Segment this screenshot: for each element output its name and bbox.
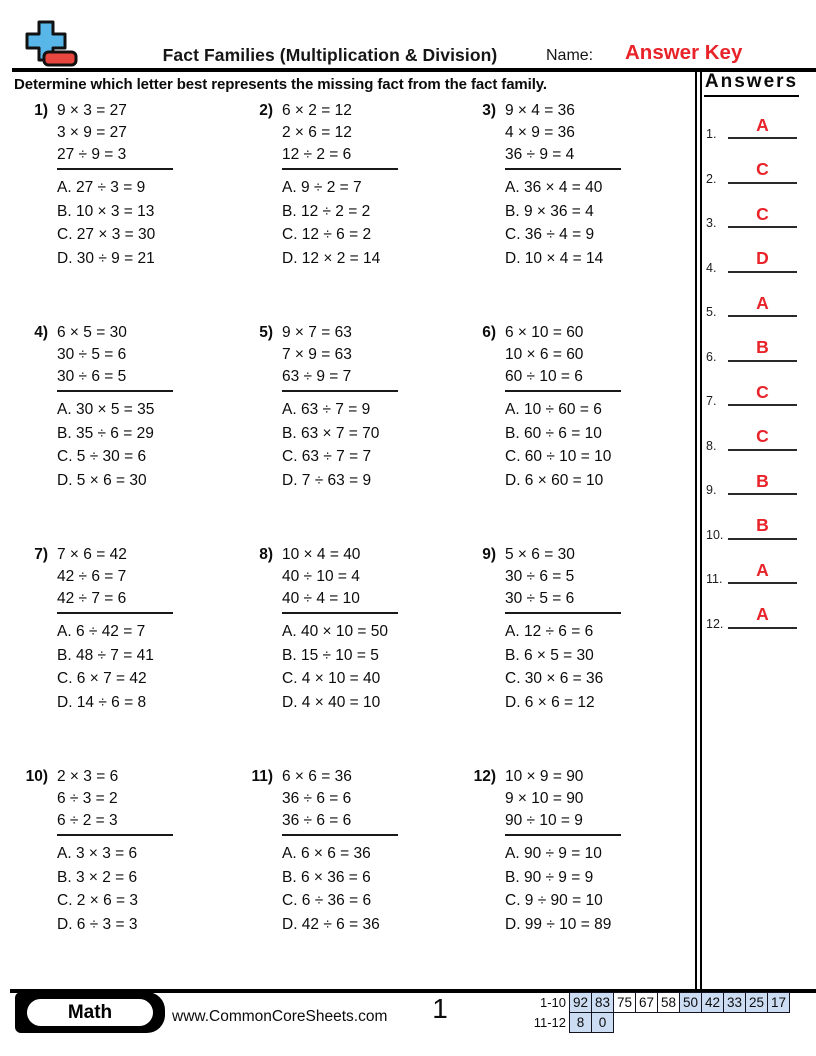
problem-4 (22, 322, 173, 492)
answer-number: 9. (706, 483, 717, 497)
choice-option: A. 6 ÷ 42 = 7 (57, 623, 146, 640)
missing-fact-line (282, 834, 398, 836)
problem-body (282, 100, 398, 270)
problem-number: 12) (473, 768, 496, 785)
answer-choices (57, 176, 173, 270)
missing-fact-line (57, 612, 173, 614)
answer-item-6 (705, 335, 798, 365)
score-cell: 58 (657, 992, 680, 1013)
fact-line: 6 × 10 = 60 (505, 324, 584, 341)
problem-body (57, 322, 173, 492)
fact-family (505, 544, 621, 614)
choice-option: A. 27 ÷ 3 = 9 (57, 179, 146, 196)
score-cell: 50 (679, 992, 702, 1013)
missing-fact-line (505, 390, 621, 392)
missing-fact-line (57, 168, 173, 170)
score-cell: 0 (591, 1012, 614, 1033)
problem-number: 6) (482, 324, 496, 341)
choice-option: D. 42 ÷ 6 = 36 (282, 915, 380, 933)
fact-line: 60 ÷ 10 = 6 (505, 368, 583, 385)
score-row-1-10 (528, 992, 790, 1013)
choice-option: C. 6 ÷ 36 = 6 (282, 892, 372, 909)
answer-blank-line (728, 161, 797, 184)
answer-choices (282, 398, 398, 492)
answer-item-8 (705, 424, 798, 454)
answer-item-5 (705, 290, 798, 320)
answer-choices (282, 620, 398, 714)
choice-option: D. 6 ÷ 3 = 3 (57, 915, 138, 933)
score-cell: 42 (701, 992, 724, 1013)
answer-number: 3. (706, 216, 717, 230)
fact-line: 27 ÷ 9 = 3 (57, 146, 127, 163)
answer-letter: B (756, 515, 769, 535)
answer-letter: D (756, 248, 769, 268)
choice-option: D. 12 × 2 = 14 (282, 249, 381, 267)
answer-number: 8. (706, 438, 717, 453)
fact-line: 9 × 7 = 63 (282, 324, 352, 341)
answer-choices (505, 398, 621, 492)
fact-line: 2 × 3 = 6 (57, 768, 119, 785)
choice-option: B. 6 × 5 = 30 (505, 646, 594, 664)
problem-body (282, 322, 398, 492)
answer-number: 1. (706, 127, 717, 141)
missing-fact-line (505, 168, 621, 170)
fact-line: 36 ÷ 9 = 4 (505, 146, 575, 163)
fact-line: 40 ÷ 10 = 4 (282, 568, 360, 585)
name-label: Name: (546, 47, 594, 64)
fact-line: 6 × 5 = 30 (57, 324, 127, 341)
choice-option: D. 14 ÷ 6 = 8 (57, 693, 147, 711)
website-text: www.CommonCoreSheets.com (172, 1008, 388, 1025)
answer-letter: B (756, 337, 769, 357)
choice-option: A. 90 ÷ 9 = 10 (505, 845, 602, 862)
problem-3 (470, 100, 621, 270)
answer-item-11 (705, 557, 798, 587)
choice-option: A. 12 ÷ 6 = 6 (505, 623, 594, 640)
problem-number: 4) (34, 324, 48, 341)
choice-option: A. 6 × 6 = 36 (282, 845, 371, 862)
problem-9 (470, 544, 621, 714)
problem-number: 8) (259, 546, 273, 563)
choice-option: A. 63 ÷ 7 = 9 (282, 401, 371, 418)
choice-option: A. 30 × 5 = 35 (57, 401, 155, 418)
choice-option: B. 35 ÷ 6 = 29 (57, 424, 154, 442)
problem-11 (247, 766, 398, 936)
answer-item-3 (705, 201, 798, 231)
score-cell: 75 (613, 992, 636, 1013)
fact-family (57, 544, 173, 614)
problem-1 (22, 100, 173, 270)
answer-item-9 (705, 468, 798, 498)
fact-line: 7 × 9 = 63 (282, 346, 352, 363)
fact-line: 9 × 4 = 36 (505, 102, 575, 119)
answer-blank-line (728, 606, 797, 629)
fact-line: 30 ÷ 5 = 6 (505, 590, 575, 607)
score-cell: 17 (767, 992, 790, 1013)
choice-option: C. 63 ÷ 7 = 7 (282, 448, 372, 465)
choice-option: D. 7 ÷ 63 = 9 (282, 471, 372, 489)
worksheet-title: Fact Families (Multiplication & Division) (162, 45, 498, 65)
fact-line: 9 × 3 = 27 (57, 102, 127, 119)
answer-choices (57, 398, 173, 492)
problem-6 (470, 322, 621, 492)
fact-line: 36 ÷ 6 = 6 (282, 812, 352, 829)
answer-choices (505, 620, 621, 714)
problem-body (282, 766, 398, 936)
answer-number: 2. (706, 171, 717, 186)
choice-option: C. 60 ÷ 10 = 10 (505, 448, 612, 465)
choice-option: A. 10 ÷ 60 = 6 (505, 401, 602, 418)
fact-line: 30 ÷ 6 = 5 (505, 568, 575, 585)
answer-letter: A (756, 114, 769, 135)
choice-option: C. 27 × 3 = 30 (57, 226, 156, 243)
choice-option: B. 10 × 3 = 13 (57, 202, 155, 220)
answer-blank-line (728, 114, 797, 140)
answer-blank-line (728, 292, 797, 318)
missing-fact-line (282, 390, 398, 392)
answer-letter: A (756, 559, 769, 580)
answer-number: 12. (706, 616, 724, 631)
page-number: 1 (432, 993, 448, 1024)
fact-line: 3 × 9 = 27 (57, 124, 127, 141)
problem-5 (247, 322, 398, 492)
choice-option: C. 36 ÷ 4 = 9 (505, 226, 595, 243)
problem-2 (247, 100, 398, 270)
score-cell: 33 (723, 992, 746, 1013)
answer-letter: A (756, 292, 769, 313)
fact-line: 10 × 4 = 40 (282, 546, 361, 563)
problem-body (505, 766, 621, 936)
fact-family (282, 544, 398, 614)
answer-letter: C (756, 426, 769, 446)
choice-option: A. 36 × 4 = 40 (505, 179, 603, 196)
choice-option: C. 12 ÷ 6 = 2 (282, 226, 372, 243)
choice-option: C. 6 × 7 = 42 (57, 670, 147, 687)
choice-option: D. 5 × 6 = 30 (57, 471, 147, 489)
score-row-label: 1-10 (539, 995, 566, 1010)
fact-line: 7 × 6 = 42 (57, 546, 127, 563)
problem-number: 5) (259, 324, 273, 341)
fact-line: 10 × 9 = 90 (505, 768, 584, 785)
answer-letter: B (756, 470, 769, 491)
score-cell: 83 (591, 992, 614, 1013)
score-row-11-12 (528, 1012, 790, 1033)
problem-number: 10) (25, 768, 48, 785)
answer-choices (57, 620, 173, 714)
fact-family (282, 100, 398, 170)
answer-number: 6. (706, 349, 717, 364)
missing-fact-line (282, 168, 398, 170)
answer-item-7 (705, 379, 798, 409)
answer-choices (57, 842, 173, 936)
fact-line: 4 × 9 = 36 (505, 124, 575, 141)
answer-blank-line (728, 339, 797, 362)
answer-blank-line (728, 203, 797, 229)
choice-option: B. 15 ÷ 10 = 5 (282, 646, 379, 664)
fact-family (57, 322, 173, 392)
score-cell: 92 (569, 992, 592, 1013)
problem-body (57, 544, 173, 714)
answer-blank-line (728, 559, 797, 585)
fact-line: 12 ÷ 2 = 6 (282, 146, 352, 163)
choice-option: B. 48 ÷ 7 = 41 (57, 646, 154, 664)
problem-number: 7) (34, 546, 48, 563)
answer-item-2 (705, 157, 798, 187)
fact-line: 6 × 6 = 36 (282, 768, 352, 785)
fact-line: 5 × 6 = 30 (505, 546, 575, 563)
choice-option: D. 30 ÷ 9 = 21 (57, 249, 155, 267)
problem-body (282, 544, 398, 714)
fact-family (505, 322, 621, 392)
fact-line: 63 ÷ 9 = 7 (282, 368, 352, 385)
fact-family (282, 766, 398, 836)
choice-option: B. 6 × 36 = 6 (282, 868, 371, 886)
missing-fact-line (505, 834, 621, 836)
answer-blank-line (728, 470, 797, 496)
answer-item-10 (705, 513, 798, 543)
answer-letter: A (756, 604, 769, 624)
missing-fact-line (505, 612, 621, 614)
choice-option: B. 12 ÷ 2 = 2 (282, 202, 371, 220)
fact-line: 36 ÷ 6 = 6 (282, 790, 352, 807)
score-cell: 67 (635, 992, 658, 1013)
fact-family (505, 100, 621, 170)
fact-family (505, 766, 621, 836)
score-row-label: 11-12 (533, 1015, 566, 1030)
subject-tab (15, 992, 165, 1033)
problem-7 (22, 544, 173, 714)
fact-line: 6 × 2 = 12 (282, 102, 352, 119)
choice-option: D. 4 × 40 = 10 (282, 693, 381, 711)
problem-12 (470, 766, 621, 936)
subject-label: Math (27, 999, 153, 1026)
fact-family (57, 766, 173, 836)
answer-item-12 (705, 602, 798, 632)
problem-number: 11) (251, 768, 273, 785)
problem-number: 9) (482, 546, 496, 563)
fact-line: 2 × 6 = 12 (282, 124, 352, 141)
choice-option: B. 63 × 7 = 70 (282, 424, 380, 442)
choice-option: C. 2 × 6 = 3 (57, 892, 138, 909)
fact-line: 30 ÷ 6 = 5 (57, 368, 127, 385)
answer-letter: C (756, 381, 769, 402)
problem-8 (247, 544, 398, 714)
answer-blank-line (728, 428, 797, 451)
answer-number: 4. (706, 260, 717, 275)
problem-number: 2) (259, 102, 273, 119)
choice-option: A. 40 × 10 = 50 (282, 623, 389, 640)
problem-body (505, 100, 621, 270)
choice-option: C. 4 × 10 = 40 (282, 670, 381, 687)
choice-option: B. 60 ÷ 6 = 10 (505, 424, 602, 442)
answer-letter: C (756, 159, 769, 179)
choice-option: A. 3 × 3 = 6 (57, 845, 138, 862)
choice-option: C. 5 ÷ 30 = 6 (57, 448, 147, 465)
choice-option: C. 9 ÷ 90 = 10 (505, 892, 603, 909)
answer-number: 10. (706, 527, 724, 542)
score-cell: 25 (745, 992, 768, 1013)
choice-option: D. 10 × 4 = 14 (505, 249, 604, 267)
choice-option: A. 9 ÷ 2 = 7 (282, 179, 362, 196)
missing-fact-line (282, 612, 398, 614)
answer-letter: C (756, 203, 769, 224)
fact-family (282, 322, 398, 392)
choice-option: D. 6 × 6 = 12 (505, 693, 595, 711)
answer-number: 5. (706, 305, 717, 319)
problem-body (57, 766, 173, 936)
problem-body (505, 544, 621, 714)
fact-family (57, 100, 173, 170)
answer-item-1 (705, 112, 798, 142)
fact-line: 42 ÷ 7 = 6 (57, 590, 127, 607)
choice-option: B. 3 × 2 = 6 (57, 868, 138, 886)
fact-line: 9 × 10 = 90 (505, 790, 584, 807)
answer-blank-line (728, 250, 797, 273)
fact-line: 30 ÷ 5 = 6 (57, 346, 127, 363)
score-cell: 8 (569, 1012, 592, 1033)
missing-fact-line (57, 834, 173, 836)
problem-body (57, 100, 173, 270)
fact-line: 6 ÷ 3 = 2 (57, 790, 118, 807)
answer-blank-line (728, 517, 797, 540)
choice-option: B. 90 ÷ 9 = 9 (505, 868, 594, 886)
answer-blank-line (728, 381, 797, 407)
answer-number: 11. (706, 572, 723, 586)
fact-line: 42 ÷ 6 = 7 (57, 568, 127, 585)
fact-line: 6 ÷ 2 = 3 (57, 812, 118, 829)
problem-10 (22, 766, 173, 936)
fact-line: 40 ÷ 4 = 10 (282, 590, 360, 607)
answer-choices (505, 176, 621, 270)
score-table (528, 992, 790, 1033)
fact-line: 90 ÷ 10 = 9 (505, 812, 583, 829)
problem-body (505, 322, 621, 492)
problem-number: 1) (34, 102, 48, 119)
answer-choices (282, 176, 398, 270)
answer-number: 7. (706, 394, 717, 408)
name-value: Answer Key (625, 41, 743, 64)
choice-option: B. 9 × 36 = 4 (505, 202, 594, 220)
choice-option: D. 6 × 60 = 10 (505, 471, 604, 489)
brand-logo (23, 20, 81, 70)
problem-number: 3) (482, 102, 496, 119)
answer-item-4 (705, 246, 798, 276)
choice-option: D. 99 ÷ 10 = 89 (505, 915, 612, 933)
choice-option: C. 30 × 6 = 36 (505, 670, 604, 687)
answer-choices (505, 842, 621, 936)
answer-choices (282, 842, 398, 936)
answers-heading: Answers (704, 71, 799, 97)
instruction-text: Determine which letter best represents the missing fact from the fact family. (14, 76, 548, 93)
answers-divider (695, 70, 702, 993)
missing-fact-line (57, 390, 173, 392)
minus-icon (44, 52, 76, 65)
fact-line: 10 × 6 = 60 (505, 346, 584, 363)
